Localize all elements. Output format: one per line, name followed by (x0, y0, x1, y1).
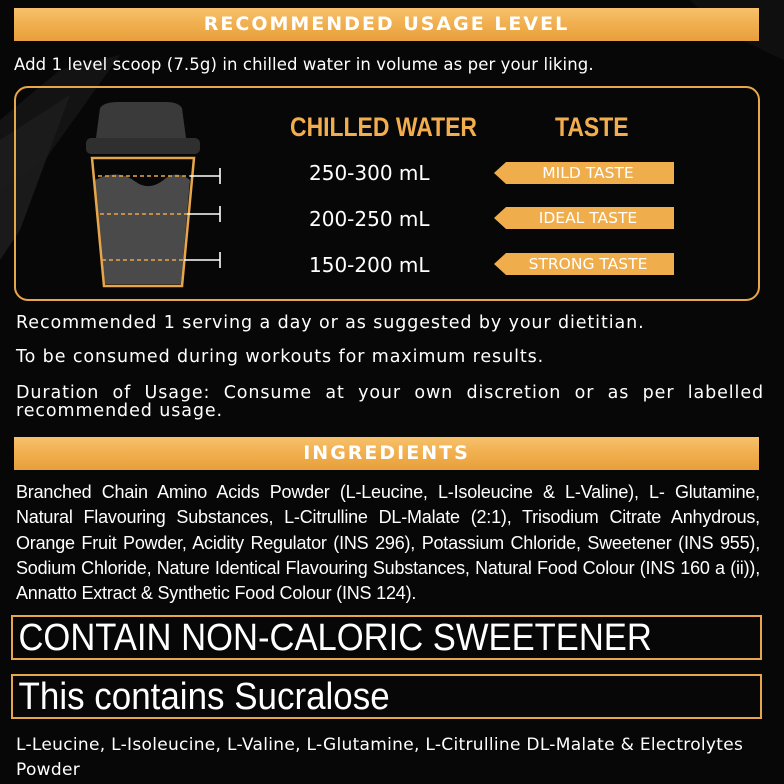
taste-tag-strong (494, 253, 674, 275)
duration-note: Duration of Usage: Consume at your own discretion or as per labelled recommended usage. (16, 383, 764, 421)
taste-tag-mild (494, 162, 674, 184)
water-volume-ideal: 200-250 mL (309, 207, 430, 231)
taste-label-mild: MILD TASTE (542, 164, 634, 182)
ingredients-list: Branched Chain Amino Acids Powder (L-Leucine, L-Isoleucine & L-Valine), L- Glutamine, Natural Flavouring Substances, L-Citrulline DL-Malate (2:1), Trisodium Citrate Anhydrous, Orange Fruit Powder, Acidity Regulator (INS 296), Potassium Chloride, Sweetener (INS 955), Sodium Chloride, Nature Identical Flavouring Substances, Natural Food Colour (INS 160 a (ii)), Annatto Extract & Synthetic Food Colour (INS 124). (16, 482, 760, 604)
taste-header: TASTE (555, 112, 629, 142)
serving-note: Recommended 1 serving a day or as suggested by your dietitian. (16, 313, 645, 333)
sucralose-warning-box (11, 674, 762, 719)
sweetener-warning-box (11, 615, 762, 660)
ingredients-header-bar (14, 437, 759, 470)
water-volume-strong: 150-200 mL (309, 253, 430, 277)
taste-label-strong: STRONG TASTE (528, 255, 648, 273)
sucralose-warning-text: This contains Sucralose (18, 676, 390, 718)
shaker-bottle-icon (78, 100, 228, 290)
workout-note: To be consumed during workouts for maximum results. (16, 347, 545, 367)
usage-header-text: RECOMMENDED USAGE LEVEL (203, 13, 570, 35)
sweetener-warning-text: CONTAIN NON-CALORIC SWEETENER (18, 617, 652, 659)
ingredients-header-text: INGREDIENTS (303, 442, 470, 464)
usage-header-bar (14, 8, 759, 41)
taste-tag-ideal (494, 207, 674, 229)
water-volume-mild: 250-300 mL (309, 161, 430, 185)
amino-acids-summary: L-Leucine, L-Isoleucine, L-Valine, L-Glutamine, L-Citrulline DL-Malate & Electrolytes Powder (16, 735, 744, 780)
usage-intro-text: Add 1 level scoop (7.5g) in chilled water in volume as per your liking. (14, 55, 594, 74)
taste-label-ideal: IDEAL TASTE (538, 209, 638, 227)
chilled-water-header: CHILLED WATER (290, 112, 477, 142)
